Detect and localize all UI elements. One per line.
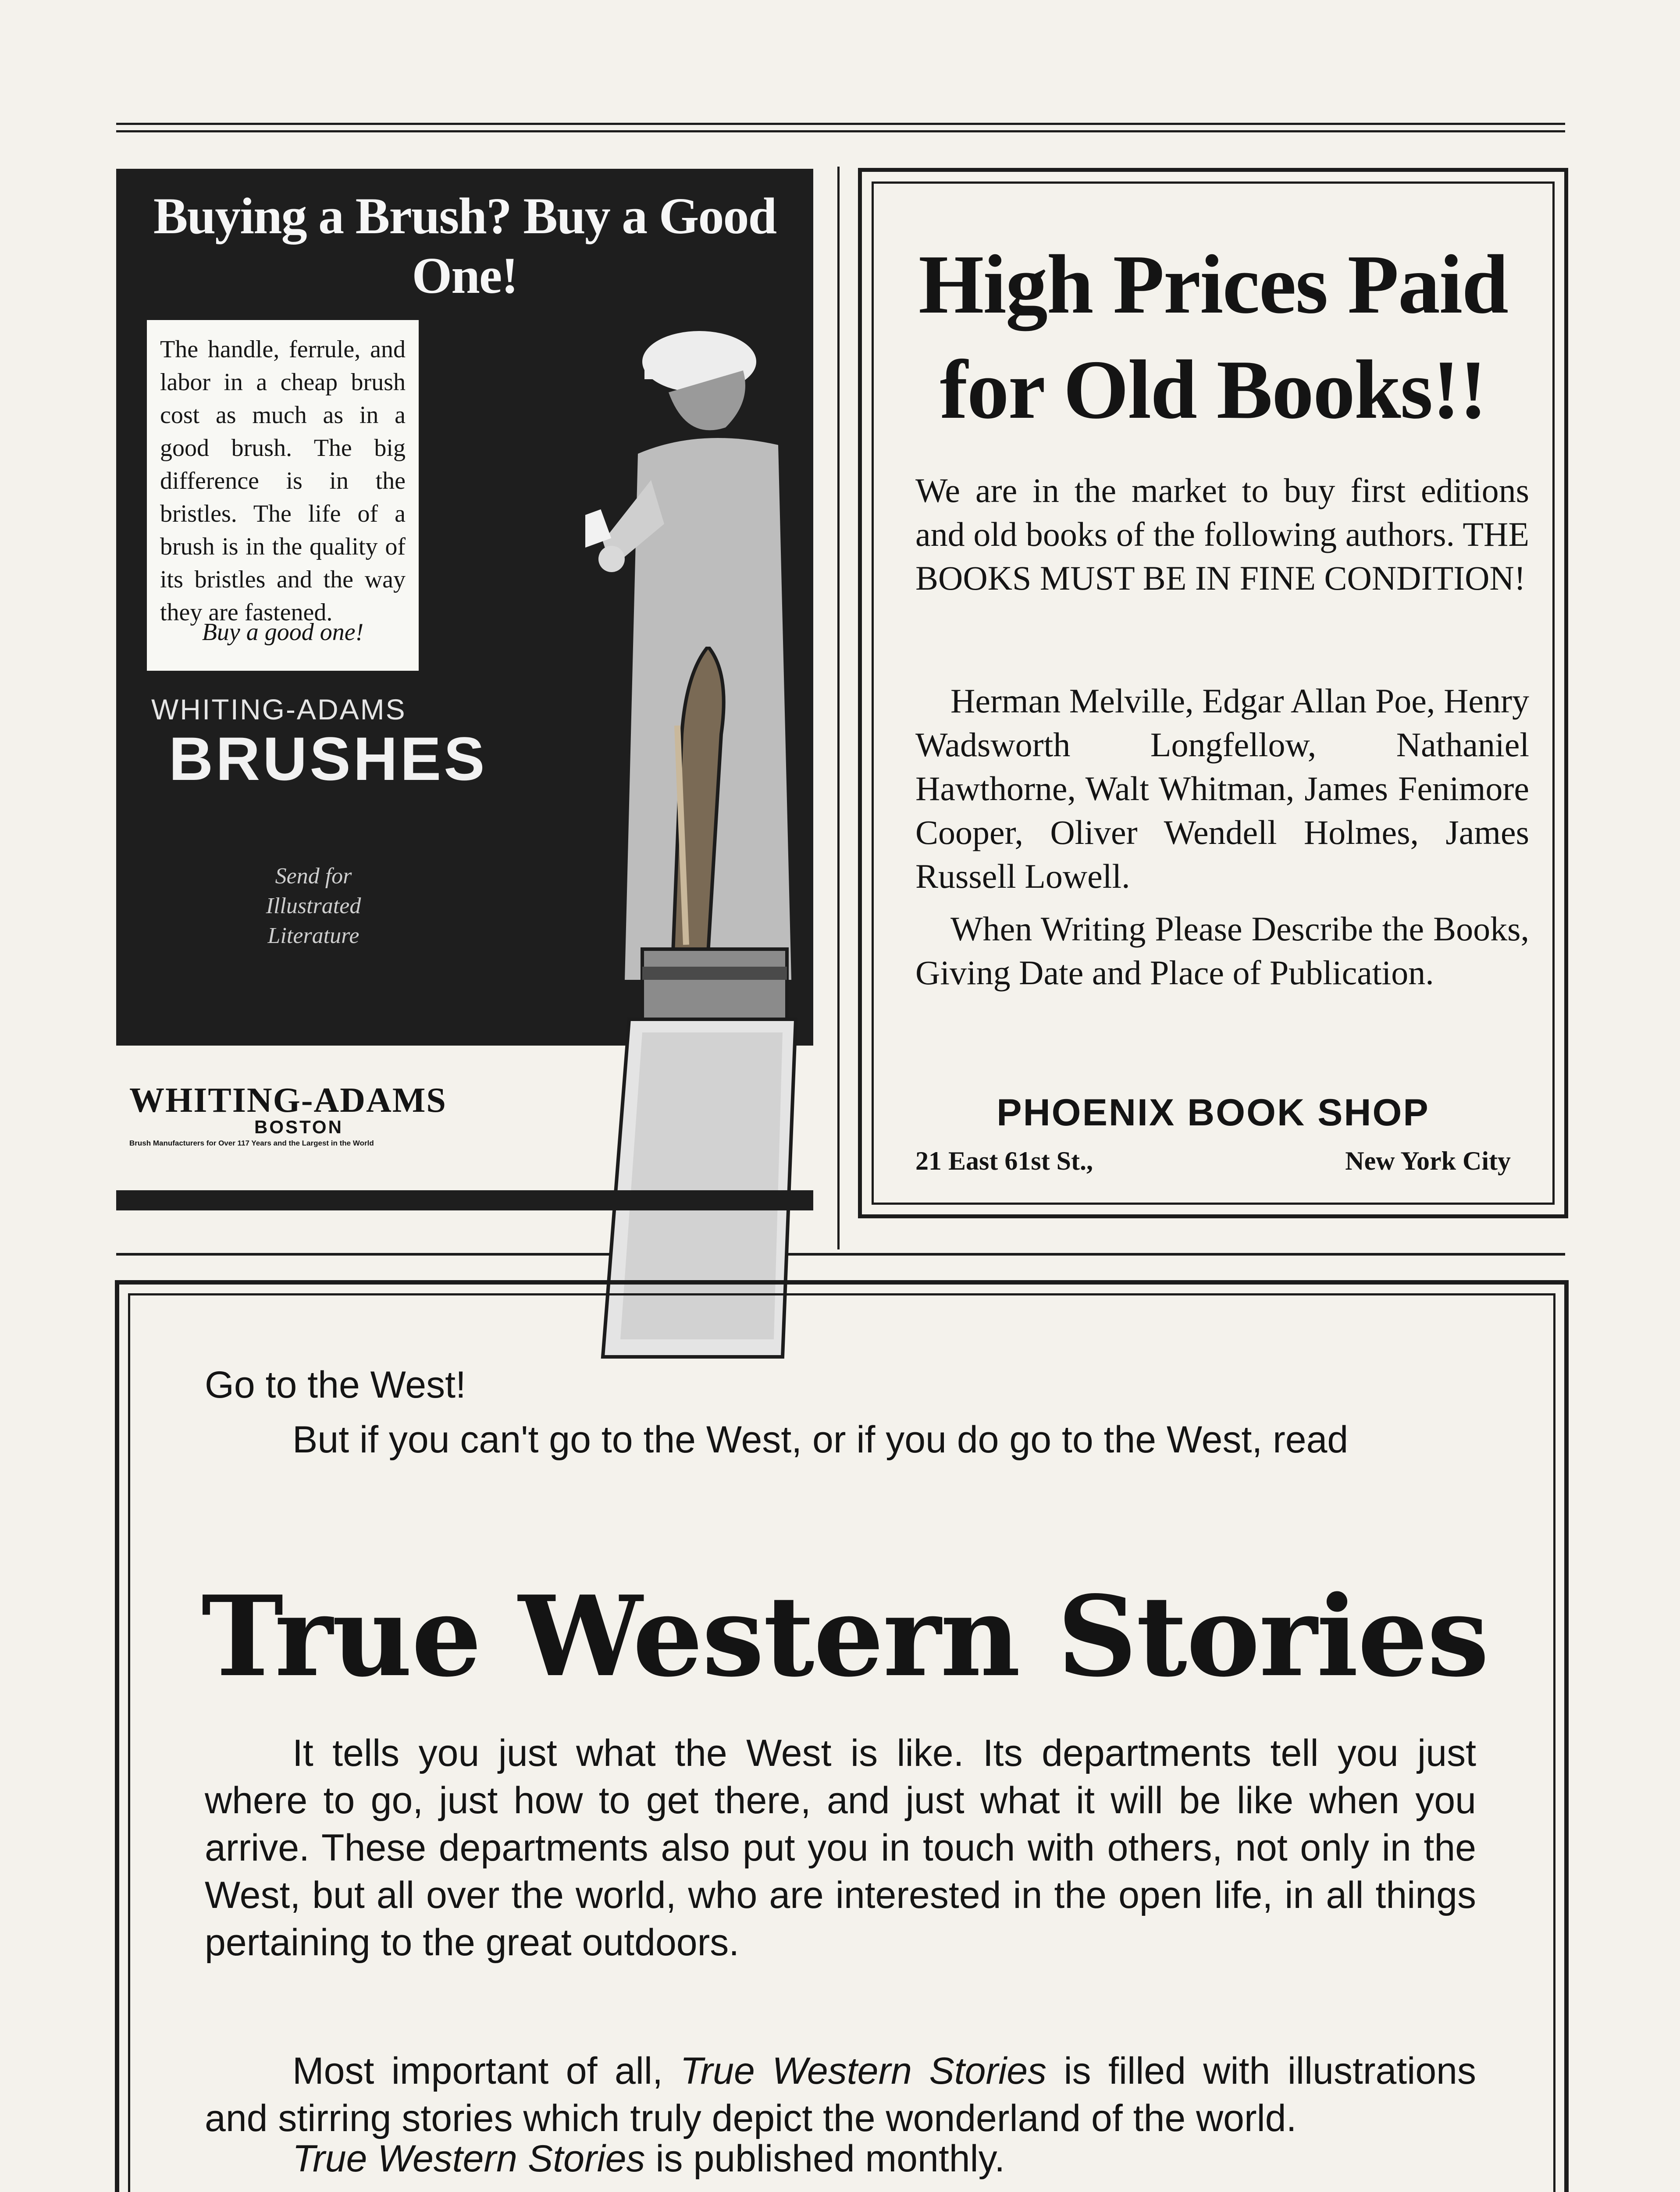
brush-ad-tagline: Buy a good one! [202, 619, 364, 646]
tws-body2-suffix: is filled with illustrations and stirring stories which truly depict the wonderland of the world. [205, 2050, 1476, 2139]
tws-title: True Western Stories [201, 1572, 1488, 1701]
old-books-advertisement [858, 168, 1568, 1218]
brush-ad-headline: Buying a Brush? Buy a Good One! [153, 187, 776, 304]
tws-closing-suffix: is published monthly. [655, 2138, 1005, 2180]
column-divider [837, 167, 840, 1249]
tws-body-paragraph-2 [205, 2047, 1476, 2142]
tws-body2-title: True Western Stories [680, 2050, 1047, 2092]
old-books-inner-frame [872, 181, 1555, 1205]
brush-fine-print: Brush Manufacturers for Over 117 Years and the Largest in the World [129, 1139, 374, 1147]
book-shop-address: 21 East 61st St., [915, 1146, 1093, 1175]
old-books-intro: We are in the market to buy first editions and old books of the following authors. THE BOOKS MUST BE IN FINE CONDITION! [915, 471, 1529, 597]
old-books-authors: Herman Melville, Edgar Allan Poe, Henry Wadsworth Longfellow, Nathaniel Hawthorne, Walt Whitman, James Fenimore Cooper, Oliver Wendell Holmes, James Russell Lowell. [915, 682, 1529, 895]
book-shop-name: PHOENIX BOOK SHOP [997, 1092, 1430, 1134]
tws-lead: But if you can't go to the West, or if you do go to the West, read [292, 1419, 1349, 1461]
old-books-headline-line2: for Old Books!! [940, 343, 1487, 436]
brush-send-for-literature: Send for Illustrated Literature [266, 864, 361, 948]
tws-closing-line [292, 2135, 1476, 2182]
brush-advertisement [116, 169, 813, 1217]
old-books-headline [874, 232, 1552, 442]
book-shop-city: New York City [1345, 1146, 1511, 1175]
brush-ad-bottom-bar [116, 1190, 813, 1210]
tws-body-paragraph-1: It tells you just what the West is like. Its departments tell you just where to go, just how to get there, and just what it will be like when you arrive. These departments also put you in touch with others, not only in the West, but all over the world, who are interested in the open life, in all things pertaining to the great outdoors. [205, 1732, 1476, 1964]
top-double-rule [116, 123, 1565, 132]
old-books-instructions: When Writing Please Describe the Books, Giving Date and Place of Publication. [915, 910, 1529, 992]
brush-ad-copy-box [147, 320, 419, 671]
brush-brand-name: WHITING-ADAMS [151, 693, 406, 726]
brush-maker-city: BOSTON [254, 1117, 343, 1137]
old-books-headline-line1: High Prices Paid [918, 238, 1508, 331]
middle-rule [116, 1253, 1565, 1256]
tws-inner-frame [128, 1293, 1555, 2192]
brush-ad-copy: The handle, ferrule, and labor in a cheap brush cost as much as in a good brush. The big difference is in the bristles. The life of a brush is in the quality of its bristles and the way they are fastened. [160, 336, 406, 626]
tws-body2-prefix: Most important of all, [292, 2050, 663, 2092]
true-western-stories-advertisement [115, 1280, 1569, 2192]
brush-maker-name: WHITING-ADAMS [129, 1081, 447, 1120]
tws-intro: Go to the West! [205, 1364, 466, 1406]
tws-closing-title: True Western Stories [292, 2138, 645, 2180]
brush-product-name: BRUSHES [169, 724, 488, 793]
